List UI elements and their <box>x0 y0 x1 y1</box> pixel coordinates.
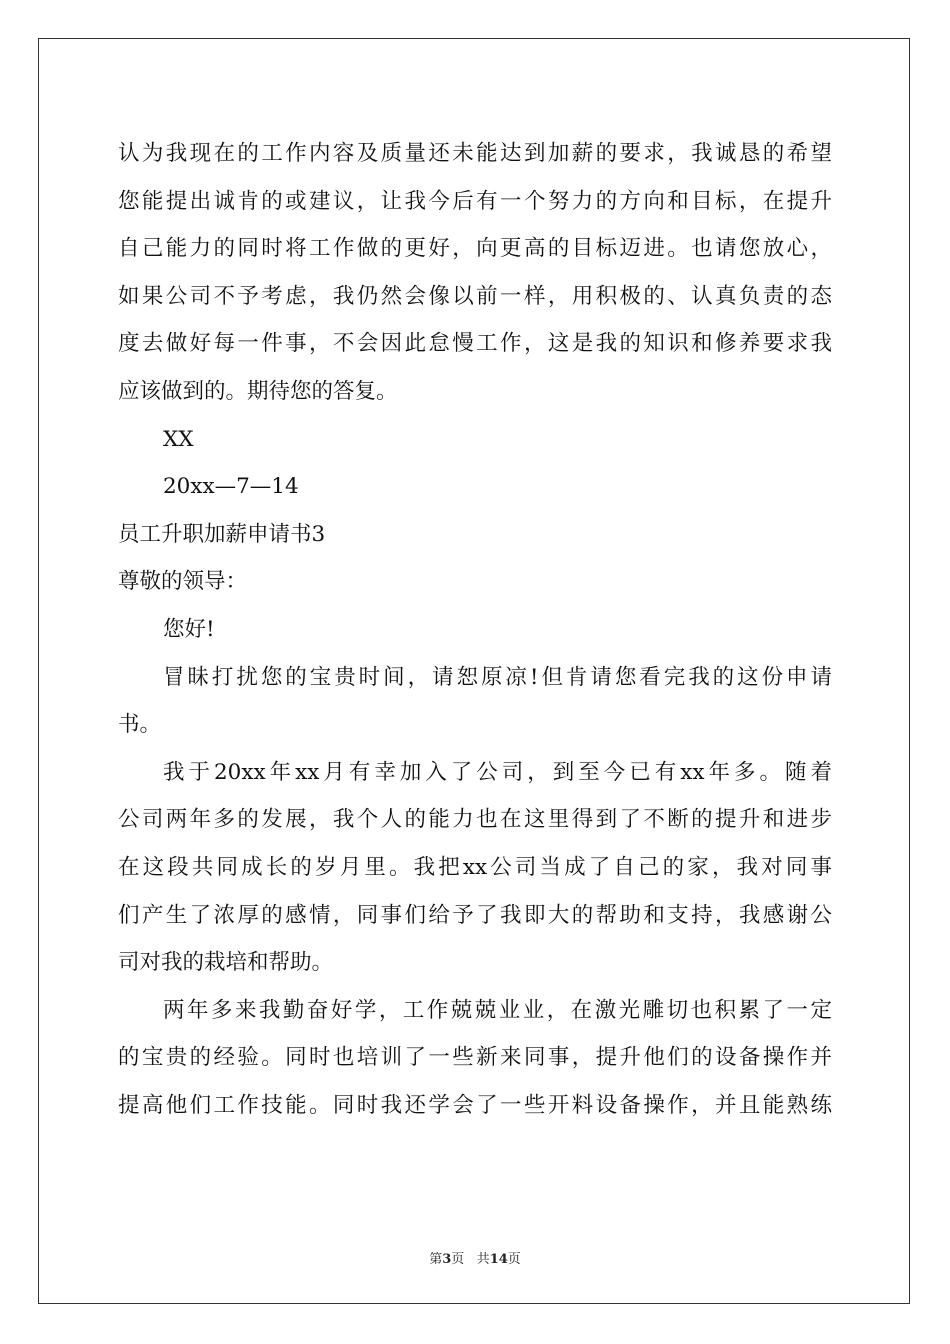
document-body <box>118 130 832 1129</box>
paragraph-line: 书。 <box>118 712 162 738</box>
signature-name: XX <box>163 426 194 452</box>
total-suffix: 页 <box>507 1252 521 1267</box>
salutation: 尊敬的领导： <box>118 569 248 595</box>
paragraph-line: 提高他们工作技能。同时我还学会了一些开料设备操作，并且能熟练 <box>118 1092 832 1118</box>
paragraph-line: 在这段共同成长的岁月里。我把xx公司当成了自己的家，我对同事 <box>118 854 832 880</box>
page-footer <box>0 1248 950 1267</box>
page-prefix: 第 <box>429 1252 443 1267</box>
total-prefix: 共 <box>476 1252 490 1267</box>
paragraph-line: 公司两年多的发展，我个人的能力也在这里得到了不断的提升和进步 <box>118 807 832 833</box>
paragraph-line: 的宝贵的经验。同时也培训了一些新来同事，提升他们的设备操作并 <box>118 1045 832 1071</box>
paragraph-line: 度去做好每一件事，不会因此怠慢工作，这是我的知识和修养要求我 <box>118 331 832 357</box>
signature-date: 20xx—7—14 <box>163 474 299 500</box>
paragraph-line: 司对我的栽培和帮助。 <box>118 950 334 976</box>
paragraph-line: 您能提出诚肯的或建议，让我今后有一个努力的方向和目标，在提升 <box>118 188 832 214</box>
paragraph-line: 应该做到的。期待您的答复。 <box>118 378 398 404</box>
page-suffix: 页 <box>451 1252 465 1267</box>
paragraph-line: 我于20xx年xx月有幸加入了公司，到至今已有xx年多。随着 <box>163 759 832 785</box>
paragraph-line: 两年多来我勤奋好学，工作兢兢业业，在激光雕切也积累了一定 <box>163 997 832 1023</box>
greeting: 您好! <box>163 616 215 642</box>
paragraph-line: 自己能力的同时将工作做的更好，向更高的目标迈进。也请您放心， <box>118 236 832 262</box>
paragraph-line: 如果公司不予考虑，我仍然会像以前一样，用积极的、认真负责的态 <box>118 283 832 309</box>
page-current: 3 <box>442 1252 452 1267</box>
paragraph-line: 冒昧打扰您的宝贵时间，请恕原凉!但肯请您看完我的这份申请 <box>163 664 832 690</box>
paragraph-line: 们产生了浓厚的感情，同事们给予了我即大的帮助和支持，我感谢公 <box>118 902 832 928</box>
page-total: 14 <box>489 1252 508 1267</box>
paragraph-line: 认为我现在的工作内容及质量还未能达到加薪的要求，我诚恳的希望 <box>118 141 832 166</box>
section-title: 员工升职加薪申请书3 <box>118 521 326 547</box>
